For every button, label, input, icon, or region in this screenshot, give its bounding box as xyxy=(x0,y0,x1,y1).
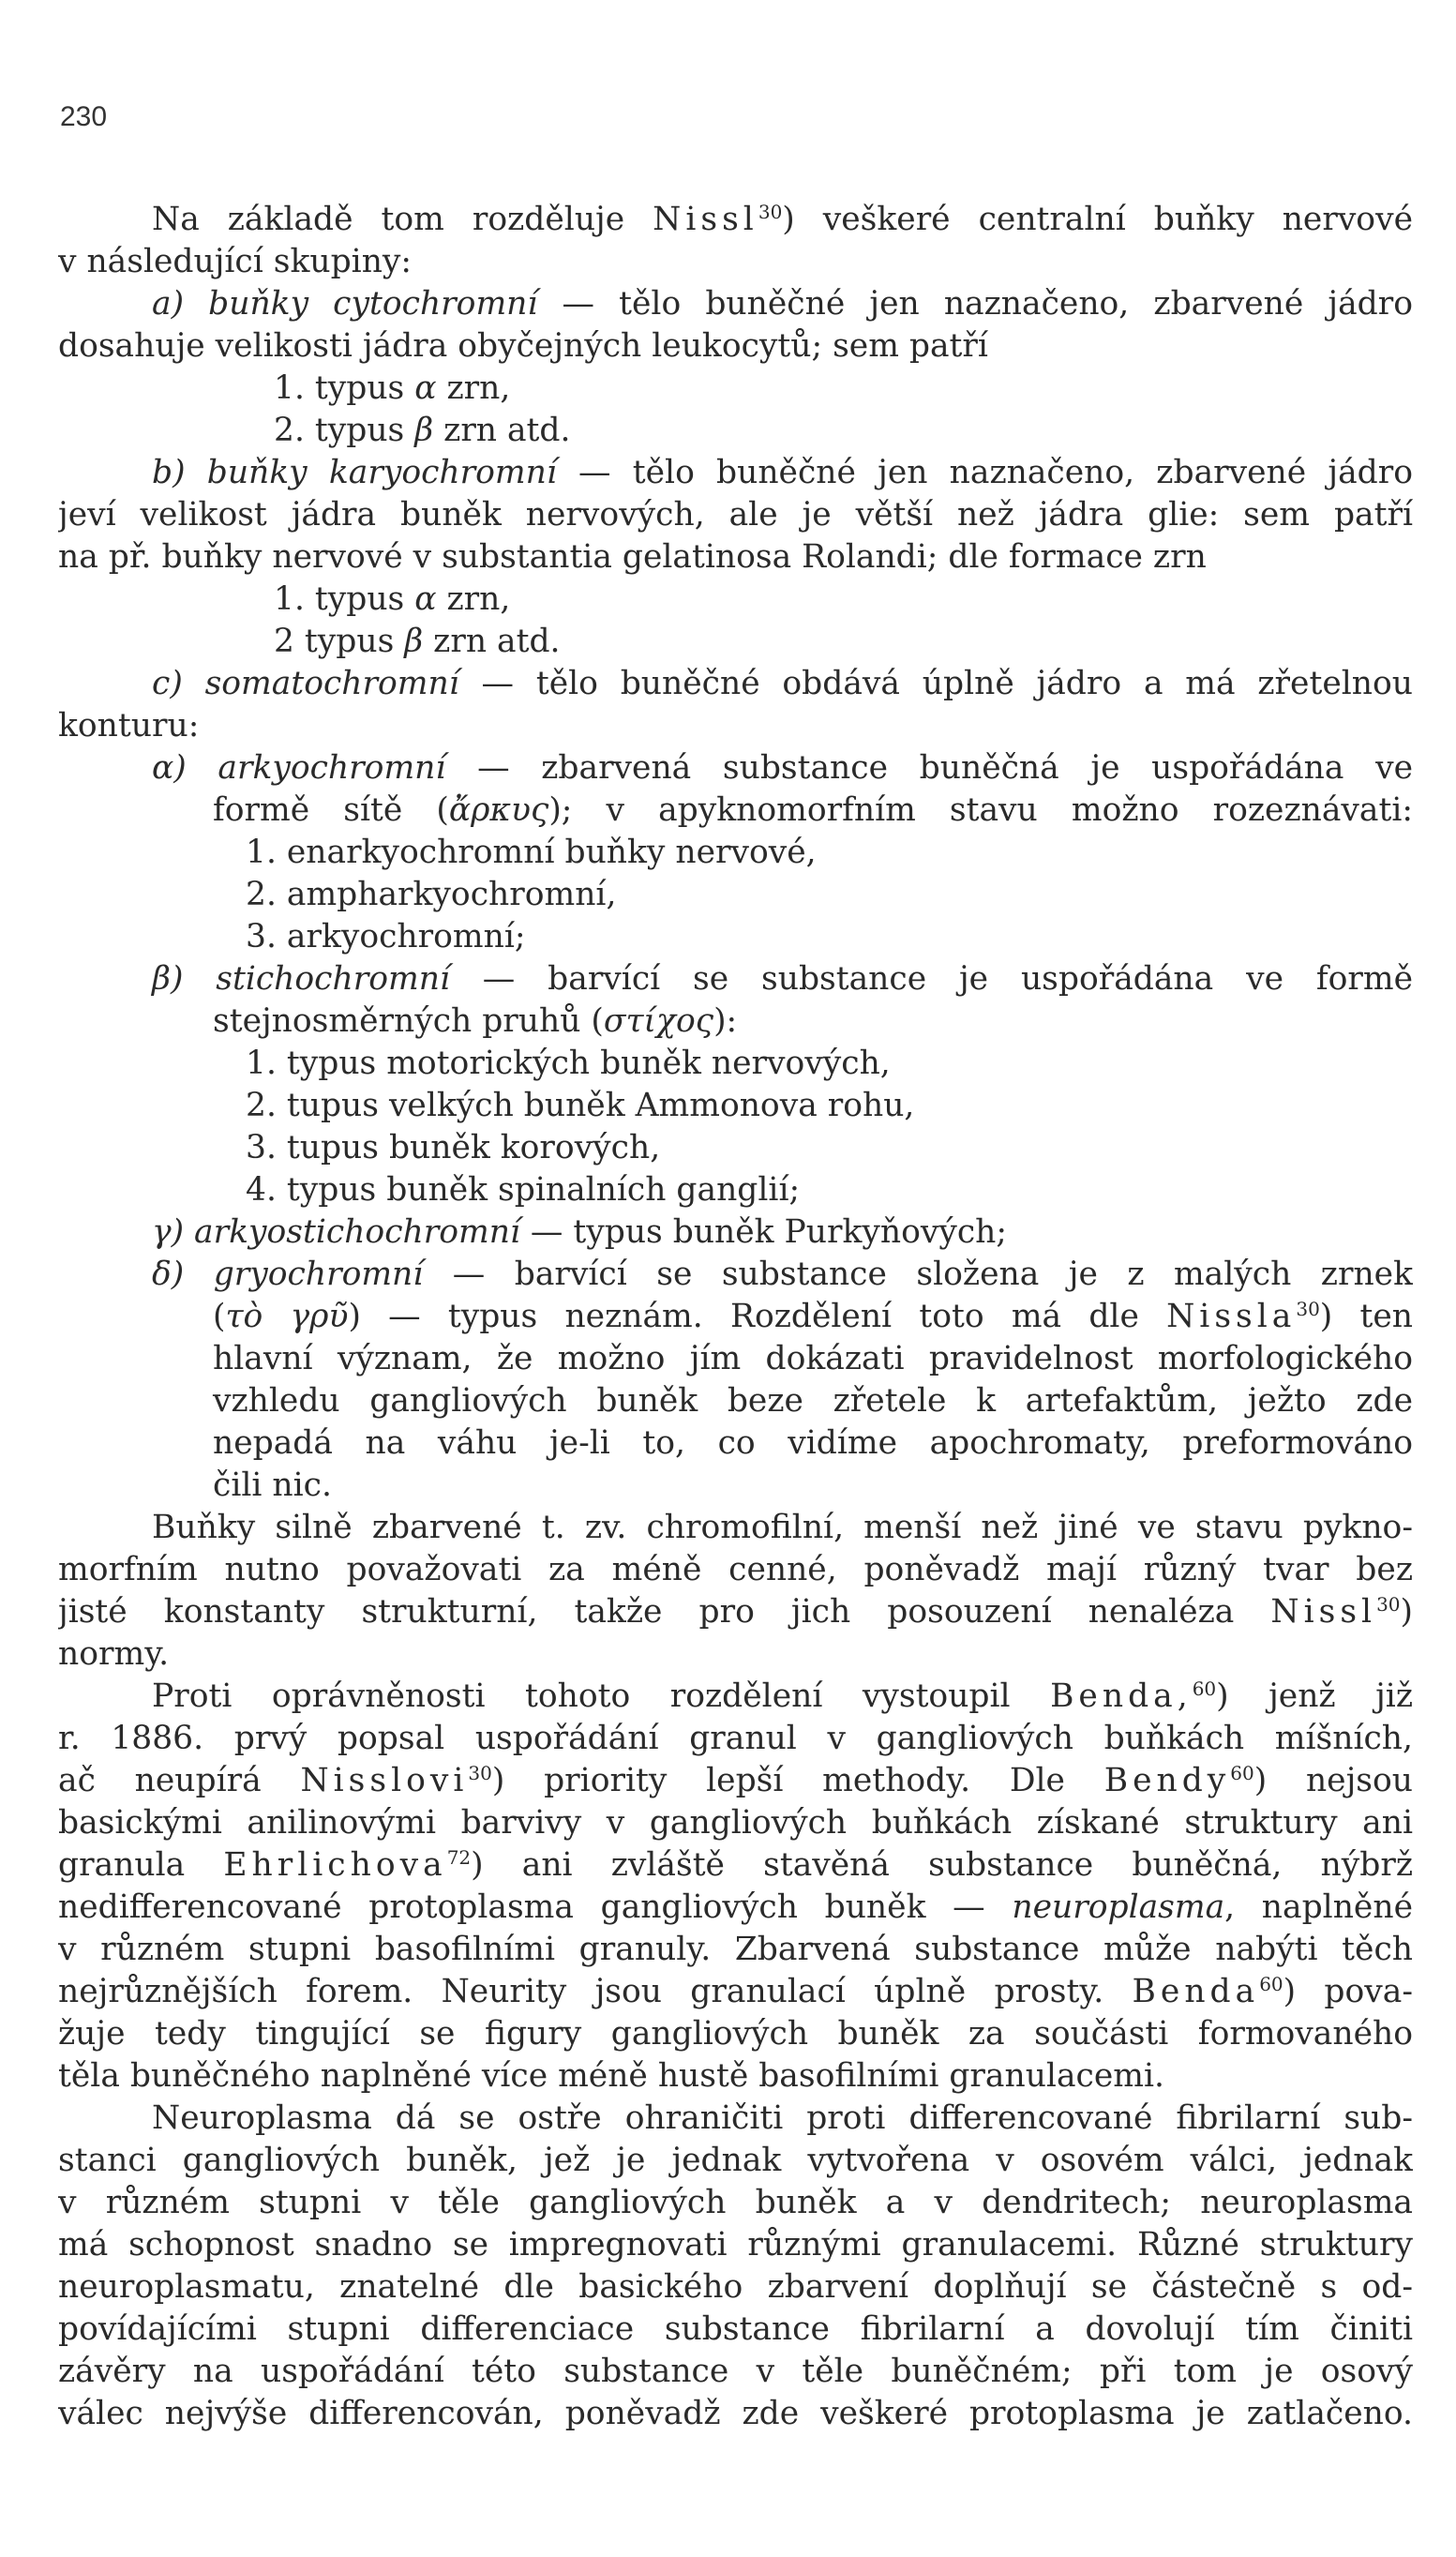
text-run: Na základě tom rozděluje xyxy=(152,201,653,238)
text-line xyxy=(58,2351,1413,2393)
text-run: 2. ampharkyochromní, xyxy=(246,876,617,913)
list-item xyxy=(58,1085,1413,1127)
text-run: formě sítě ( xyxy=(213,791,449,829)
author-name: Nissl xyxy=(653,201,758,238)
text-run: basickými anilinovými barvivy v gangliových buňkách získané struktury ani xyxy=(58,1804,1413,1842)
text-run: 1. typus xyxy=(274,580,415,618)
text-run: normy. xyxy=(58,1635,170,1673)
footnote-ref: 60 xyxy=(1192,1677,1217,1700)
text-run: v různém stupni basofilními granuly. Zbarvená substance může nabýti těch xyxy=(58,1931,1413,1968)
text-line xyxy=(58,2013,1413,2055)
text-run: r. 1886. prvý popsal uspořádání granul v gangliových buňkách míšních, xyxy=(58,1720,1413,1757)
text-line xyxy=(58,241,1413,283)
text-run: ) jenž již xyxy=(1216,1677,1413,1715)
italic-run: β xyxy=(404,623,424,660)
text-run: zrn, xyxy=(436,369,511,407)
text-run: Neuroplasma dá se ostře ohraničiti proti differencované fibrilarní sub- xyxy=(152,2099,1413,2137)
text-line xyxy=(58,958,1413,1000)
text-run: čili nic. xyxy=(213,1467,332,1504)
list-item xyxy=(58,1043,1413,1085)
list-item xyxy=(58,410,1413,452)
text-run: ) ten xyxy=(1319,1298,1413,1335)
italic-run: a) buňky cytochromní xyxy=(152,285,538,323)
author-name: Nissl xyxy=(1270,1593,1377,1631)
text-run: ) ani zvláště stavěná substance buněčná, nýbrž xyxy=(471,1846,1413,1884)
text-line xyxy=(58,1760,1413,1802)
text-run: morfním nutno považovati za méně cenné, poněvadž mají různý tvar bez xyxy=(58,1551,1413,1588)
text-run: nepadá na váhu je-li to, co vidíme apochromaty, preformováno xyxy=(213,1424,1413,1462)
author-name: Benda, xyxy=(1050,1677,1193,1715)
text-run: — barvící se substance složena je z malých zrnek xyxy=(423,1256,1413,1293)
text-run: Buňky silně zbarvené t. zv. chromofilní, menší než jiné ve stavu pykno- xyxy=(152,1509,1413,1546)
text-run: ač neupírá xyxy=(58,1762,301,1799)
text-line xyxy=(58,2098,1413,2140)
list-item xyxy=(58,874,1413,916)
text-line xyxy=(58,1633,1413,1676)
text-run: zrn, xyxy=(436,580,511,618)
text-line xyxy=(58,1380,1413,1422)
text-line xyxy=(58,2224,1413,2266)
italic-run: α xyxy=(414,580,437,618)
text-line xyxy=(58,1211,1413,1254)
text-run: 1. enarkyochromní buňky nervové, xyxy=(246,834,817,871)
text-line xyxy=(58,452,1413,494)
text-run: granula xyxy=(58,1846,224,1884)
italic-run: b) buňky karyochromní xyxy=(152,454,557,491)
text-line xyxy=(58,1591,1413,1633)
italic-run: τὸ γρῦ xyxy=(225,1298,349,1335)
text-run: stejnosměrných pruhů ( xyxy=(213,1002,604,1040)
text-line xyxy=(58,790,1413,832)
text-line xyxy=(58,1296,1413,1338)
italic-run: α) arkyochromní xyxy=(152,749,446,787)
text-run: ) xyxy=(1400,1593,1413,1631)
page-body xyxy=(58,199,1413,2435)
text-run: — tělo buněčné obdává úplně jádro a má zřetelnou xyxy=(458,665,1413,702)
text-run: ): xyxy=(713,1002,738,1040)
text-run: stanci gangliových buněk, jež je jednak vytvořena v osovém válci, jednak xyxy=(58,2142,1413,2179)
text-run: 2 typus xyxy=(274,623,405,660)
text-run: povídajícími stupni differenciace substance fibrilarní a dovolují tím činiti xyxy=(58,2310,1413,2348)
text-run: 1. typus xyxy=(274,369,415,407)
text-run: jeví velikost jádra buněk nervových, ale je větší než jádra glie: sem patří xyxy=(58,496,1413,534)
text-line xyxy=(58,1844,1413,1887)
text-line xyxy=(58,1971,1413,2013)
text-line xyxy=(58,1676,1413,1718)
italic-run: β xyxy=(414,412,434,449)
text-line xyxy=(58,1254,1413,1296)
text-line xyxy=(58,1718,1413,1760)
footnote-ref: 60 xyxy=(1259,1973,1283,1995)
text-line xyxy=(58,1465,1413,1507)
text-run: 3. arkyochromní; xyxy=(246,918,526,955)
footnote-ref: 60 xyxy=(1230,1762,1254,1784)
text-run: nedifferencované protoplasma gangliových buněk — xyxy=(58,1888,1013,1926)
text-line xyxy=(58,2309,1413,2351)
text-line xyxy=(58,494,1413,536)
text-run: ) priority lepší methody. Dle xyxy=(491,1762,1104,1799)
text-run: žuje tedy tingující se figury gangliových buněk za součásti formovaného xyxy=(58,2015,1413,2053)
text-line xyxy=(58,536,1413,579)
text-run: v různém stupni v těle gangliových buněk a v dendritech; neuroplasma xyxy=(58,2184,1413,2221)
page-number: 230 xyxy=(60,101,108,132)
list-item xyxy=(58,1127,1413,1169)
text-run: ) veškeré centralní buňky nervové xyxy=(782,201,1413,238)
text-run: konturu: xyxy=(58,707,200,745)
text-run: na př. buňky nervové v substantia gelatinosa Rolandi; dle formace zrn xyxy=(58,538,1207,576)
text-line xyxy=(58,1000,1413,1043)
text-line xyxy=(58,2055,1413,2098)
author-name: Benda xyxy=(1132,1973,1260,2010)
text-run: — typus buněk Purkyňových; xyxy=(519,1213,1008,1251)
text-line xyxy=(58,1929,1413,1971)
list-item xyxy=(58,1169,1413,1211)
italic-run: c) somatochromní xyxy=(152,665,459,702)
text-run: ( xyxy=(213,1298,226,1335)
text-run: — barvící se substance je uspořádána ve formě xyxy=(449,960,1413,998)
text-line xyxy=(58,2140,1413,2182)
text-run: v následující skupiny: xyxy=(58,243,413,280)
text-line xyxy=(58,1338,1413,1380)
text-line xyxy=(58,2393,1413,2435)
text-line xyxy=(58,663,1413,705)
text-line xyxy=(58,1802,1413,1844)
list-item xyxy=(58,621,1413,663)
text-run: 3. tupus buněk korových, xyxy=(246,1129,661,1166)
text-line xyxy=(58,199,1413,241)
text-line xyxy=(58,2182,1413,2224)
list-item xyxy=(58,368,1413,410)
text-run: 2. tupus velkých buněk Ammonova rohu, xyxy=(246,1087,915,1124)
text-run: závěry na uspořádání této substance v těle buněčném; při tom je osový xyxy=(58,2353,1413,2390)
text-run: — tělo buněčné jen naznačeno, zbarvené jádro xyxy=(537,285,1413,323)
text-run: nejrůznějších forem. Neurity jsou granulací úplně prosty. xyxy=(58,1973,1133,2010)
text-run: , naplněné xyxy=(1224,1888,1413,1926)
text-run: — zbarvená substance buněčná je uspořádána ve xyxy=(445,749,1413,787)
italic-run: neuroplasma xyxy=(1012,1888,1225,1926)
footnote-ref: 30 xyxy=(468,1762,492,1784)
italic-run: γ) arkyostichochromní xyxy=(152,1213,520,1251)
text-line xyxy=(58,325,1413,368)
text-line xyxy=(58,747,1413,790)
text-run: těla buněčného naplněné více méně hustě basofilními granulacemi. xyxy=(58,2057,1164,2095)
text-run: 4. typus buněk spinalních ganglií; xyxy=(246,1171,801,1209)
list-item xyxy=(58,916,1413,958)
italic-run: δ) gryochromní xyxy=(152,1256,424,1293)
text-line xyxy=(58,1549,1413,1591)
text-run: zrn atd. xyxy=(423,623,561,660)
italic-run: β) stichochromní xyxy=(152,960,450,998)
text-line xyxy=(58,705,1413,747)
text-line xyxy=(58,1507,1413,1549)
text-run: ) pova- xyxy=(1283,1973,1413,2010)
footnote-ref: 72 xyxy=(446,1846,472,1869)
text-run: hlavní význam, že možno jím dokázati pravidelnost morfologického xyxy=(213,1340,1413,1377)
text-run: 1. typus motorických buněk nervových, xyxy=(246,1045,891,1082)
text-run: ); v apyknomorfním stavu možno rozeznávati: xyxy=(548,791,1413,829)
text-run: válec nejvýše differencován, poněvadž zde veškeré protoplasma je zatlačeno. xyxy=(58,2395,1413,2432)
text-run: Proti oprávněnosti tohoto rozdělení vystoupil xyxy=(152,1677,1051,1715)
italic-run: στίχος xyxy=(603,1002,714,1040)
list-item xyxy=(58,832,1413,874)
list-item xyxy=(58,579,1413,621)
text-run: — tělo buněčné jen naznačeno, zbarvené jádro xyxy=(556,454,1413,491)
italic-run: ἄρκυς xyxy=(448,791,549,829)
text-run: jisté konstanty strukturní, takže pro jich posouzení nenaléza xyxy=(58,1593,1271,1631)
text-line xyxy=(58,2266,1413,2309)
author-name: Ehrlichova xyxy=(223,1846,447,1884)
author-name: Bendy xyxy=(1103,1762,1231,1799)
italic-run: α xyxy=(414,369,437,407)
text-run: 2. typus xyxy=(274,412,415,449)
text-line xyxy=(58,1422,1413,1465)
text-run: dosahuje velikosti jádra obyčejných leukocytů; sem patří xyxy=(58,327,988,365)
text-line xyxy=(58,1887,1413,1929)
footnote-ref: 30 xyxy=(1296,1298,1320,1320)
text-run: zrn atd. xyxy=(433,412,571,449)
text-run: ) nejsou xyxy=(1253,1762,1413,1799)
text-line xyxy=(58,283,1413,325)
text-run: neuroplasmatu, znatelné dle basického zbarvení doplňují se částečně s od- xyxy=(58,2268,1413,2306)
text-run: má schopnost snadno se impregnovati různými granulacemi. Různé struktury xyxy=(58,2226,1413,2264)
author-name: Nisslovi xyxy=(300,1762,469,1799)
text-run: ) — typus neznám. Rozdělení toto má dle xyxy=(348,1298,1167,1335)
author-name: Nissla xyxy=(1166,1298,1297,1335)
footnote-ref: 30 xyxy=(1376,1593,1401,1616)
footnote-ref: 30 xyxy=(758,201,783,223)
text-run: vzhledu gangliových buněk beze zřetele k artefaktům, ježto zde xyxy=(213,1382,1413,1420)
